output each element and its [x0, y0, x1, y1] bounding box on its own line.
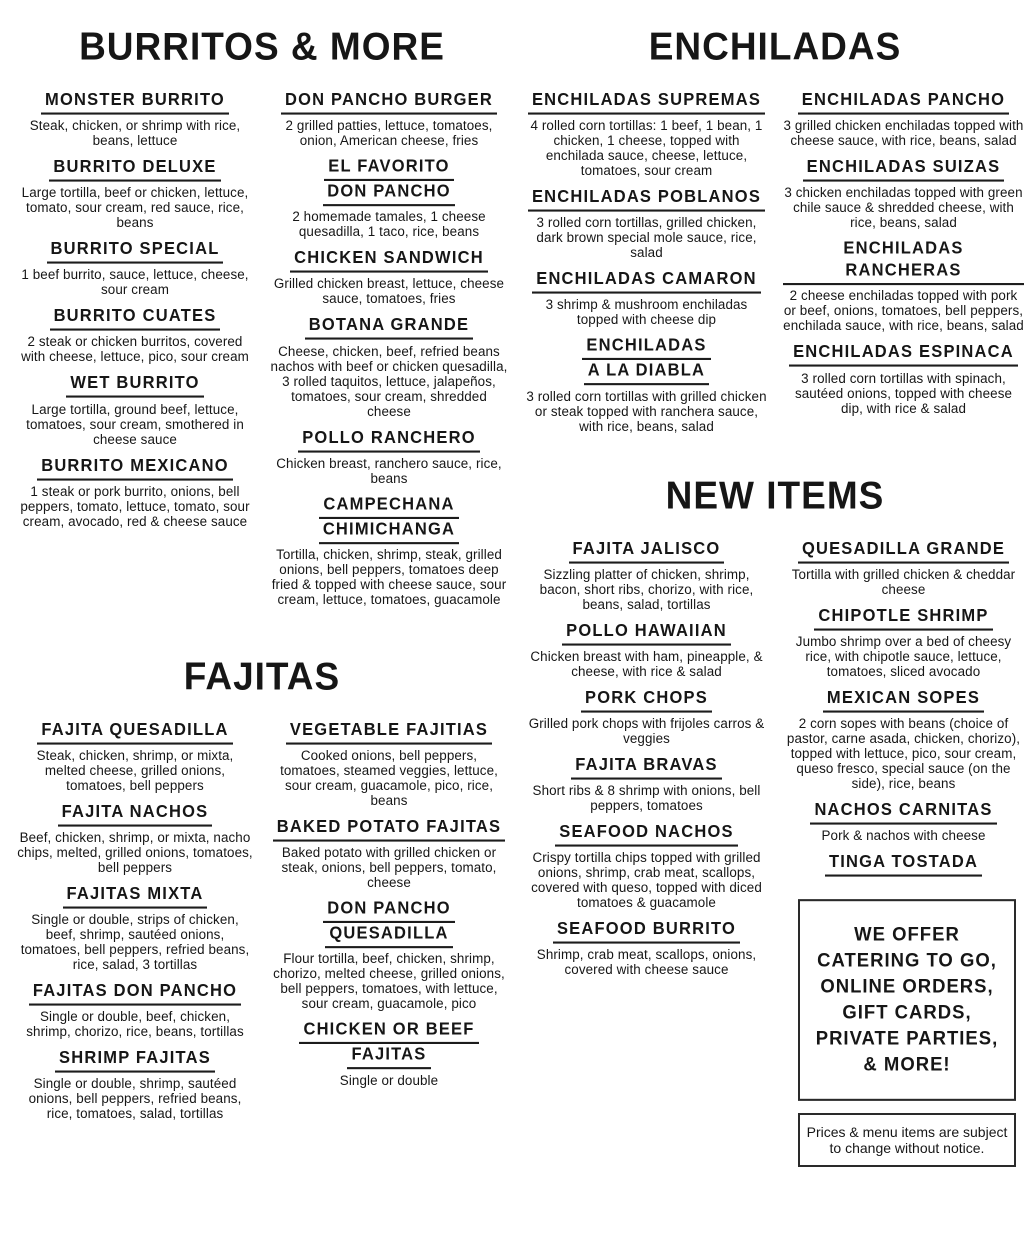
menu-item-name: MONSTER BURRITO [16, 89, 254, 114]
burritos-column-2 [270, 90, 508, 616]
menu-item-desc: 3 chicken enchiladas topped with green chile sauce & shredded cheese, with rice, beans, salad [784, 185, 1023, 231]
menu-item-name: DON PANCHO BURGER [270, 89, 508, 114]
menu-item [783, 688, 1024, 791]
menu-item-desc: Beef, chicken, shrimp, or mixta, nacho chips, melted, grilled onions, tomatoes, bell peppers [17, 830, 253, 876]
menu-item-name: BOTANA GRANDE [270, 315, 508, 340]
menu-item-desc: 2 grilled patties, lettuce, tomatoes, onion, American cheese, fries [285, 118, 493, 149]
menu-item-name: SEAFOOD NACHOS [526, 821, 767, 846]
info-boxes [798, 903, 1016, 1167]
menu-item [16, 90, 254, 148]
left-half [16, 26, 508, 1193]
menu-item-name: BURRITO DELUXE [16, 157, 254, 182]
menu-item [270, 90, 508, 148]
menu-item-name: CHICKEN SANDWICH [270, 248, 508, 273]
menu-item [526, 755, 767, 813]
menu-item-desc: Short ribs & 8 shrimp with onions, bell peppers, tomatoes [532, 782, 761, 813]
menu-item-desc: 3 rolled corn tortillas with grilled chicken or steak topped with ranchera sauce, with rice, beans, salad [526, 388, 767, 434]
menu-item [270, 899, 508, 1011]
menu-item-name: BURRITO SPECIAL [16, 239, 254, 264]
section-columns [16, 720, 508, 1131]
menu-item [783, 157, 1024, 230]
menu-item-name: ENCHILADAS PANCHO [783, 89, 1024, 114]
menu-item-desc: Chicken breast, ranchero sauce, rice, beans [276, 455, 502, 486]
catering-note-box: WE OFFER CATERING TO GO, ONLINE ORDERS, GIFT CARDS, PRIVATE PARTIES, & MORE! [798, 899, 1016, 1101]
menu-item-desc: Cheese, chicken, beef, refried beans nachos with beef or chicken quesadilla, 3 rolled taquitos, lettuce, jalapeños, tomatoes, sour cream, shredded cheese [270, 343, 508, 419]
menu-item [526, 90, 767, 178]
fajitas-column-1 [16, 720, 254, 1131]
menu-item-name: NACHOS CARNITAS [783, 799, 1024, 824]
menu-item [783, 90, 1024, 148]
menu-item-name: BAKED POTATO FAJITAS [270, 816, 508, 841]
new-items-column-2 [783, 539, 1024, 1168]
menu-item [783, 539, 1024, 597]
menu-item-name: CAMPECHANA CHIMICHANGA [270, 493, 508, 544]
menu-item [16, 456, 254, 529]
menu-item-name: SHRIMP FAJITAS [16, 1048, 254, 1073]
section-title-new-items: NEW ITEMS [665, 473, 885, 517]
menu-item [526, 919, 767, 977]
menu-item [16, 306, 254, 364]
menu-item [526, 688, 767, 746]
menu-item-desc: Large tortilla, beef or chicken, lettuce, tomato, sour cream, red sauce, rice, beans [21, 185, 249, 231]
menu-item-desc: Flour tortilla, beef, chicken, shrimp, chorizo, melted cheese, grilled onions, bell peppers, tomatoes, with lettuce, sour cream, guacamole, pico [273, 951, 505, 1012]
menu-item-desc: Jumbo shrimp over a bed of cheesy rice, with chipotle sauce, lettuce, tomatoes, sliced avocado [795, 633, 1012, 679]
menu-item-desc: Baked potato with grilled chicken or steak, onions, bell peppers, tomato, cheese [281, 845, 497, 891]
menu-item-name: ENCHILADAS ESPINACA [783, 342, 1024, 367]
menu-item [16, 981, 254, 1039]
menu-item-desc: 1 steak or pork burrito, onions, bell peppers, tomato, lettuce, tomato, sour cream, avocado, red & cheese sauce [20, 483, 250, 529]
menu-item-desc: 3 grilled chicken enchiladas topped with cheese sauce, with rice, beans, salad [783, 118, 1024, 149]
menu-item-desc: Steak, chicken, or shrimp with rice, beans, lettuce [29, 118, 241, 149]
menu-item-desc: Large tortilla, ground beef, lettuce, tomatoes, sour cream, smothered in cheese sauce [26, 401, 244, 447]
menu-item-name: SEAFOOD BURRITO [526, 918, 767, 943]
menu-item-desc: Crispy tortilla chips topped with grilled onions, shrimp, crab meat, scallops, covered with queso, topped with diced tomatoes & guacamole [531, 850, 762, 911]
menu-item-name: FAJITA JALISCO [526, 538, 767, 563]
menu-item-name: FAJITA NACHOS [16, 801, 254, 826]
menu-item [270, 1020, 508, 1087]
menu-item-name: EL FAVORITO DON PANCHO [270, 156, 508, 207]
menu-item-desc: Sizzling platter of chicken, shrimp, bacon, short ribs, chorizo, with rice, beans, salad, tortillas [539, 566, 754, 612]
menu-item [270, 495, 508, 607]
menu-item [270, 428, 508, 486]
section-columns [526, 539, 1024, 1168]
menu-item-desc: Pork & nachos with cheese [821, 827, 986, 843]
menu-item-desc: Single or double, beef, chicken, shrimp, chorizo, rice, beans, tortillas [26, 1009, 244, 1040]
menu-item [16, 239, 254, 297]
menu-item-name: POLLO HAWAIIAN [526, 620, 767, 645]
menu-item-name: VEGETABLE FAJITIAS [270, 719, 508, 744]
menu-item-name: ENCHILADAS POBLANOS [526, 187, 767, 212]
menu-item-desc: 3 rolled corn tortillas with spinach, sautéed onions, topped with cheese dip, with rice & salad [794, 370, 1013, 416]
menu-item-desc: 3 shrimp & mushroom enchiladas topped with cheese dip [545, 297, 748, 328]
menu-item-name: ENCHILADAS SUIZAS [783, 157, 1024, 182]
section-columns [526, 90, 1024, 443]
menu-item-name: QUESADILLA GRANDE [783, 538, 1024, 563]
menu-item-name: BURRITO MEXICANO [16, 455, 254, 480]
menu-item-desc: Chicken breast with ham, pineapple, & cheese, with rice & salad [530, 648, 763, 679]
section-burritos-and-more [16, 26, 508, 616]
menu-item-name: MEXICAN SOPES [783, 687, 1024, 712]
menu-item-name: PORK CHOPS [526, 687, 767, 712]
menu-item-desc: Single or double, strips of chicken, beef, shrimp, sautéed onions, tomatoes, bell peppers, refried beans, rice, salad, 3 tortillas [20, 912, 250, 973]
menu-item-desc: 1 beef burrito, sauce, lettuce, cheese, sour cream [21, 267, 249, 298]
enchiladas-column-2 [783, 90, 1024, 425]
menu-item-desc: 2 homemade tamales, 1 cheese quesadilla, 1 taco, rice, beans [292, 209, 486, 240]
menu-item-name: BURRITO CUATES [16, 306, 254, 331]
new-items-column-2-items [783, 539, 1024, 886]
menu-item [526, 269, 767, 327]
menu-item-desc: Grilled chicken breast, lettuce, cheese sauce, tomatoes, fries [273, 276, 505, 307]
menu-item-name: POLLO RANCHERO [270, 427, 508, 452]
section-title-burritos-and-more: BURRITOS & MORE [79, 24, 445, 68]
menu-item [783, 342, 1024, 415]
menu-item [783, 606, 1024, 679]
menu-item-name: ENCHILADAS CAMARON [526, 269, 767, 294]
menu-item-desc: Grilled pork chops with frijoles carros & veggies [528, 715, 765, 746]
right-half [526, 26, 1024, 1193]
menu-item-desc: Shrimp, crab meat, scallops, onions, covered with cheese sauce [536, 947, 757, 978]
menu-item [270, 817, 508, 890]
menu-item-desc: 3 rolled corn tortillas, grilled chicken, dark brown special mole sauce, rice, salad [536, 215, 757, 261]
menu-item-desc: Single or double, shrimp, sautéed onions, bell peppers, refried beans, rice, tomatoes, salad, tortillas [28, 1076, 242, 1122]
menu-item-desc: Single or double [339, 1072, 439, 1088]
section-enchiladas [526, 26, 1024, 443]
menu-item [16, 157, 254, 230]
new-items-column-1 [526, 539, 767, 987]
menu-item-name: CHICKEN OR BEEF FAJITAS [270, 1019, 508, 1070]
menu-item [16, 720, 254, 793]
menu-item-desc: 2 corn sopes with beans (choice of pastor, carne asada, chicken, chorizo), topped with lettuce, pico, sour cream, queso fresco, special sauce (on the side), rice, beans [786, 715, 1021, 791]
menu-item-desc: 2 cheese enchiladas topped with pork or beef, onions, tomatoes, bell peppers, enchilada sauce, with rice, beans, salad [783, 288, 1024, 334]
menu-item-name: DON PANCHO QUESADILLA [270, 898, 508, 949]
menu-item [270, 157, 508, 239]
menu-item [526, 822, 767, 910]
menu-item-desc: Cooked onions, bell peppers, tomatoes, steamed veggies, lettuce, sour cream, guacamole, pico, rice, beans [280, 747, 498, 808]
menu-item [16, 802, 254, 875]
menu-item-name: FAJITA BRAVAS [526, 754, 767, 779]
menu-item [783, 239, 1024, 333]
menu-item-name: ENCHILADAS RANCHERAS [783, 238, 1024, 285]
disclaimer-box: Prices & menu items are subject to change without notice. [798, 1113, 1016, 1167]
menu-item [270, 248, 508, 306]
menu-item-name: FAJITA QUESADILLA [16, 719, 254, 744]
menu-item-desc: 2 steak or chicken burritos, covered with cheese, lettuce, pico, sour cream [21, 334, 249, 365]
menu-item [526, 336, 767, 433]
enchiladas-column-1 [526, 90, 767, 443]
menu-item-name: FAJITAS DON PANCHO [16, 981, 254, 1006]
menu-item-name: ENCHILADAS A LA DIABLA [526, 335, 767, 386]
menu-item-name: CHIPOTLE SHRIMP [783, 605, 1024, 630]
section-fajitas [16, 656, 508, 1131]
section-new-items [526, 475, 1024, 1168]
menu-item [783, 800, 1024, 843]
menu-item-name: TINGA TOSTADA [783, 851, 1024, 876]
menu-item [16, 373, 254, 446]
menu-item [526, 621, 767, 679]
menu-item-desc: Steak, chicken, shrimp, or mixta, melted cheese, grilled onions, tomatoes, bell peppers [36, 747, 234, 793]
menu-item-name: ENCHILADAS SUPREMAS [526, 89, 767, 114]
section-columns [16, 90, 508, 616]
menu-item [526, 539, 767, 612]
menu-item [270, 315, 508, 418]
menu-item [16, 884, 254, 972]
menu-item-name: FAJITAS MIXTA [16, 883, 254, 908]
section-title-enchiladas: ENCHILADAS [648, 24, 902, 68]
menu-item [270, 720, 508, 808]
burritos-column-1 [16, 90, 254, 538]
section-title-fajitas: FAJITAS [183, 654, 341, 698]
menu-item [783, 852, 1024, 876]
menu-item-name: WET BURRITO [16, 373, 254, 398]
menu-item-desc: Tortilla, chicken, shrimp, steak, grilled onions, bell peppers, tomatoes deep fried & topped with cheese sauce, sour cream, lettuce, tomatoes, guacamole [271, 546, 507, 607]
menu-item-desc: Tortilla with grilled chicken & cheddar cheese [791, 566, 1016, 597]
fajitas-column-2 [270, 720, 508, 1097]
menu-item-desc: 4 rolled corn tortillas: 1 beef, 1 bean, 1 chicken, 1 cheese, topped with enchilada sauce, cheese, lettuce, tomatoes, sour cream [530, 118, 763, 179]
menu-item [526, 187, 767, 260]
menu-item [16, 1048, 254, 1121]
